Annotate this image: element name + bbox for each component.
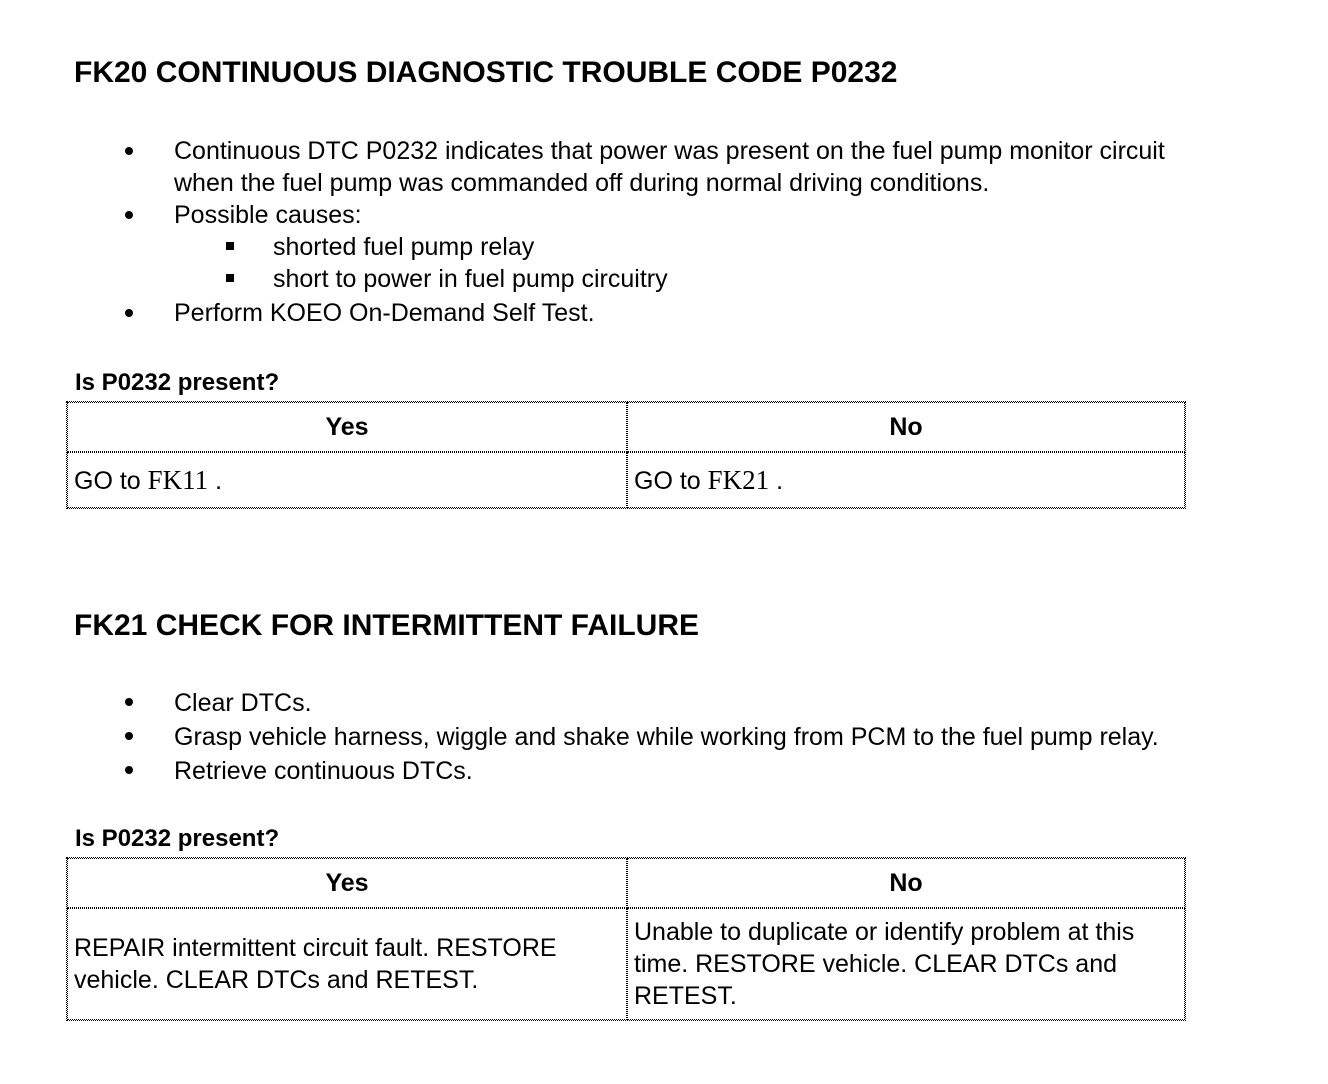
- yes-header: Yes: [67, 402, 627, 452]
- fk20-decision-table: [66, 401, 1186, 509]
- list-item: [0, 686, 1300, 720]
- list-item: [0, 754, 1300, 788]
- fk21-title: FK21 CHECK FOR INTERMITTENT FAILURE: [74, 609, 700, 642]
- table-header-row: [67, 402, 1185, 452]
- fk11-link[interactable]: FK11: [147, 464, 209, 495]
- fk21-bullet-text: Grasp vehicle harness, wiggle and shake while working from PCM to the fuel pump relay.: [174, 723, 1159, 751]
- fk20-bullet-text: Possible causes:: [174, 201, 362, 229]
- no-header: No: [627, 858, 1185, 908]
- bullet-icon: [125, 211, 133, 219]
- bullet-icon: [125, 732, 133, 740]
- no-cell: [627, 452, 1185, 508]
- cause-text: short to power in fuel pump circuitry: [273, 265, 668, 293]
- fk21-bullet-text: Retrieve continuous DTCs.: [174, 757, 473, 785]
- possible-causes-list: [174, 231, 1230, 295]
- bullet-icon: [125, 766, 133, 774]
- square-bullet-icon: [226, 242, 234, 250]
- square-bullet-icon: [226, 274, 234, 282]
- fk20-bullet-text: Perform KOEO On-Demand Self Test.: [174, 299, 595, 327]
- list-item: [0, 297, 1230, 329]
- list-item: [0, 199, 1230, 295]
- no-suffix: .: [769, 466, 784, 495]
- fk21-bullet-list: [0, 686, 1300, 788]
- list-item: [174, 263, 1230, 295]
- table-header-row: [67, 858, 1185, 908]
- no-prefix: GO to: [634, 466, 708, 495]
- no-cell: Unable to duplicate or identify problem at this time. RESTORE vehicle. CLEAR DTCs and RETEST.: [627, 908, 1185, 1020]
- fk21-question: Is P0232 present?: [75, 825, 280, 852]
- bullet-icon: [125, 147, 133, 155]
- table-row: [67, 452, 1185, 508]
- fk21-decision-table: [66, 857, 1186, 1021]
- cause-text: shorted fuel pump relay: [273, 233, 535, 261]
- fk21-link[interactable]: FK21: [707, 464, 770, 495]
- fk20-bullet-list: [0, 135, 1230, 329]
- yes-cell: [67, 452, 627, 508]
- bullet-icon: [125, 698, 133, 706]
- table-row: [67, 908, 1185, 1020]
- no-header: No: [627, 402, 1185, 452]
- fk20-bullet-text: Continuous DTC P0232 indicates that power was present on the fuel pump monitor circuit when the fuel pump was commanded off during normal driving conditions.: [174, 137, 1165, 197]
- fk21-bullet-text: Clear DTCs.: [174, 689, 312, 717]
- list-item: [0, 135, 1230, 199]
- list-item: [0, 720, 1300, 754]
- fk20-title: FK20 CONTINUOUS DIAGNOSTIC TROUBLE CODE P0232: [74, 56, 898, 89]
- yes-header: Yes: [67, 858, 627, 908]
- yes-prefix: GO to: [74, 466, 148, 495]
- yes-cell: REPAIR intermittent circuit fault. RESTORE vehicle. CLEAR DTCs and RETEST.: [67, 908, 627, 1020]
- bullet-icon: [125, 309, 133, 317]
- list-item: [174, 231, 1230, 263]
- yes-suffix: .: [208, 466, 223, 495]
- fk20-question: Is P0232 present?: [75, 369, 280, 396]
